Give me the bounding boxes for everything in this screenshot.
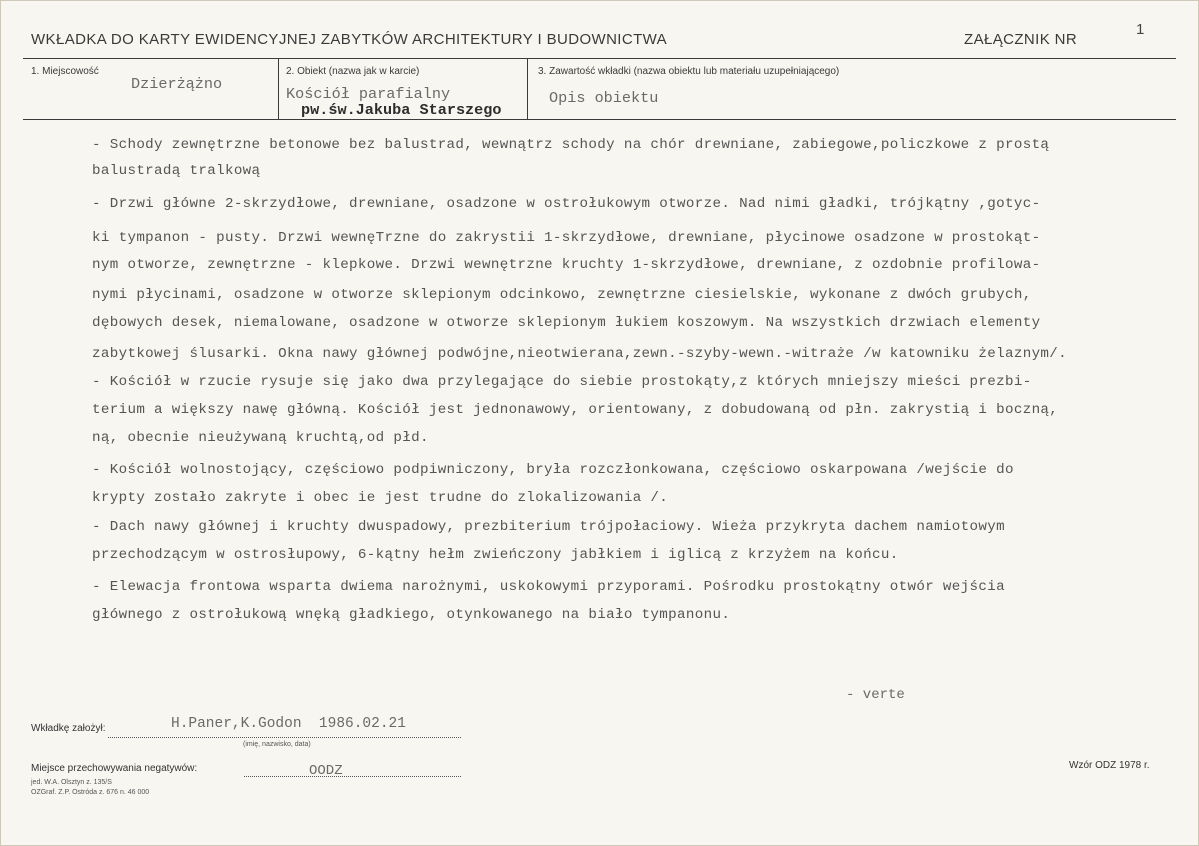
author-dotted-line	[108, 737, 461, 738]
body-line: przechodzącym w ostrosłupowy, 6-kątny hełm zwieńczony jabłkiem i iglicą z krzyżem na końcu.	[92, 547, 899, 563]
body-line: - Drzwi główne 2-skrzydłowe, drewniane, osadzone w ostrołukowym otworze. Nad nimi gładki, trójkątny ,gotyc-	[92, 196, 1041, 212]
body-line: - Kościół w rzucie rysuje się jako dwa przylegające do siebie prostokąty,z których mniejszy mieści prezbi-	[92, 374, 1032, 390]
body-line: nymi płycinami, osadzone w otworze sklepionym odcinkowo, zewnętrzne ciesielskie, wykonane z dwóch grubych,	[92, 287, 1032, 303]
body-line: - Schody zewnętrzne betonowe bez balustrad, wewnątrz schody na chór drewniane, zabiegowe,policzkowe z prostą	[92, 137, 1050, 153]
body-line: ki tympanon - pusty. Drzwi wewnęTrzne do zakrystii 1-skrzydłowe, drewniane, płycinowe osadzone w prostokąt-	[92, 230, 1041, 246]
annex-label: ZAŁĄCZNIK NR	[964, 31, 1078, 48]
field-divider	[278, 59, 279, 119]
location-value: Dzierżążno	[131, 75, 223, 93]
body-line: - Dach nawy głównej i kruchty dwuspadowy, prezbiterium trójpołaciowy. Wieża przykryta dachem namiotowym	[92, 519, 1005, 535]
negatives-label: Miejsce przechowywania negatywów:	[31, 763, 198, 774]
author-value: H.Paner,K.Godon 1986.02.21	[171, 716, 406, 732]
negatives-dotted-line	[244, 776, 461, 777]
verte-note: - verte	[846, 687, 905, 703]
content-label: 3. Zawartość wkładki (nazwa obiektu lub materiału uzupełniającego)	[538, 66, 840, 77]
object-value-line2: pw.św.Jakuba Starszego	[301, 101, 502, 119]
negatives-value: OODZ	[309, 763, 343, 779]
fields-rule	[23, 119, 1176, 120]
body-line: - Kościół wolnostojący, częściowo podpiwniczony, bryła rozczłonkowana, częściowo oskarpowana /wejście do	[92, 462, 1014, 478]
print-note-2: OZGraf. Z.P. Ostróda z. 676 n. 46 000	[31, 789, 150, 796]
body-line: zabytkowej ślusarki. Okna nawy głównej podwójne,nieotwierana,zewn.-szyby-wewn.-witraże /w katowniku żelaznym/.	[92, 346, 1068, 362]
form-model: Wzór ODZ 1978 r.	[1069, 760, 1150, 771]
print-note-1: jed. W.A. Olsztyn z. 135/S	[31, 779, 112, 786]
object-value-line1: Kościół parafialny	[286, 85, 451, 103]
form-title: WKŁADKA DO KARTY EWIDENCYJNEJ ZABYTKÓW ARCHITEKTURY I BUDOWNICTWA	[31, 31, 668, 48]
location-label: 1. Miejscowość	[31, 66, 99, 77]
author-label: Wkładkę założył:	[31, 723, 106, 734]
author-hint: (imię, nazwisko, data)	[243, 741, 311, 748]
body-line: głównego z ostrołukową wnęką gładkiego, otynkowanego na biało tympanonu.	[92, 607, 731, 623]
object-label: 2. Obiekt (nazwa jak w karcie)	[286, 66, 420, 77]
field-divider	[527, 59, 528, 119]
body-line: krypty zostało zakryte i obec ie jest trudne do zlokalizowania /.	[92, 490, 669, 506]
body-line: nym otworze, zewnętrzne - klepkowe. Drzwi wewnętrzne kruchty 1-skrzydłowe, drewniane, z ozdobnie profilowa-	[92, 257, 1041, 273]
body-line: - Elewacja frontowa wsparta dwiema narożnymi, uskokowymi przyporami. Pośrodku prostokątny otwór wejścia	[92, 579, 1005, 595]
body-line: ną, obecnie nieużywaną kruchtą,od płd.	[92, 430, 429, 446]
body-line: dębowych desek, niemalowane, osadzone w otworze sklepionym łukiem koszowym. Na wszystkich drzwiach elementy	[92, 315, 1041, 331]
content-value: Opis obiektu	[549, 89, 659, 107]
header-rule	[23, 58, 1176, 59]
body-line: terium a większy nawę główną. Kościół jest jednonawowy, orientowany, z dobudowaną od płn. zakrystią i boczną,	[92, 402, 1059, 418]
body-line: balustradą tralkową	[92, 163, 261, 179]
annex-number: 1	[1136, 21, 1145, 38]
